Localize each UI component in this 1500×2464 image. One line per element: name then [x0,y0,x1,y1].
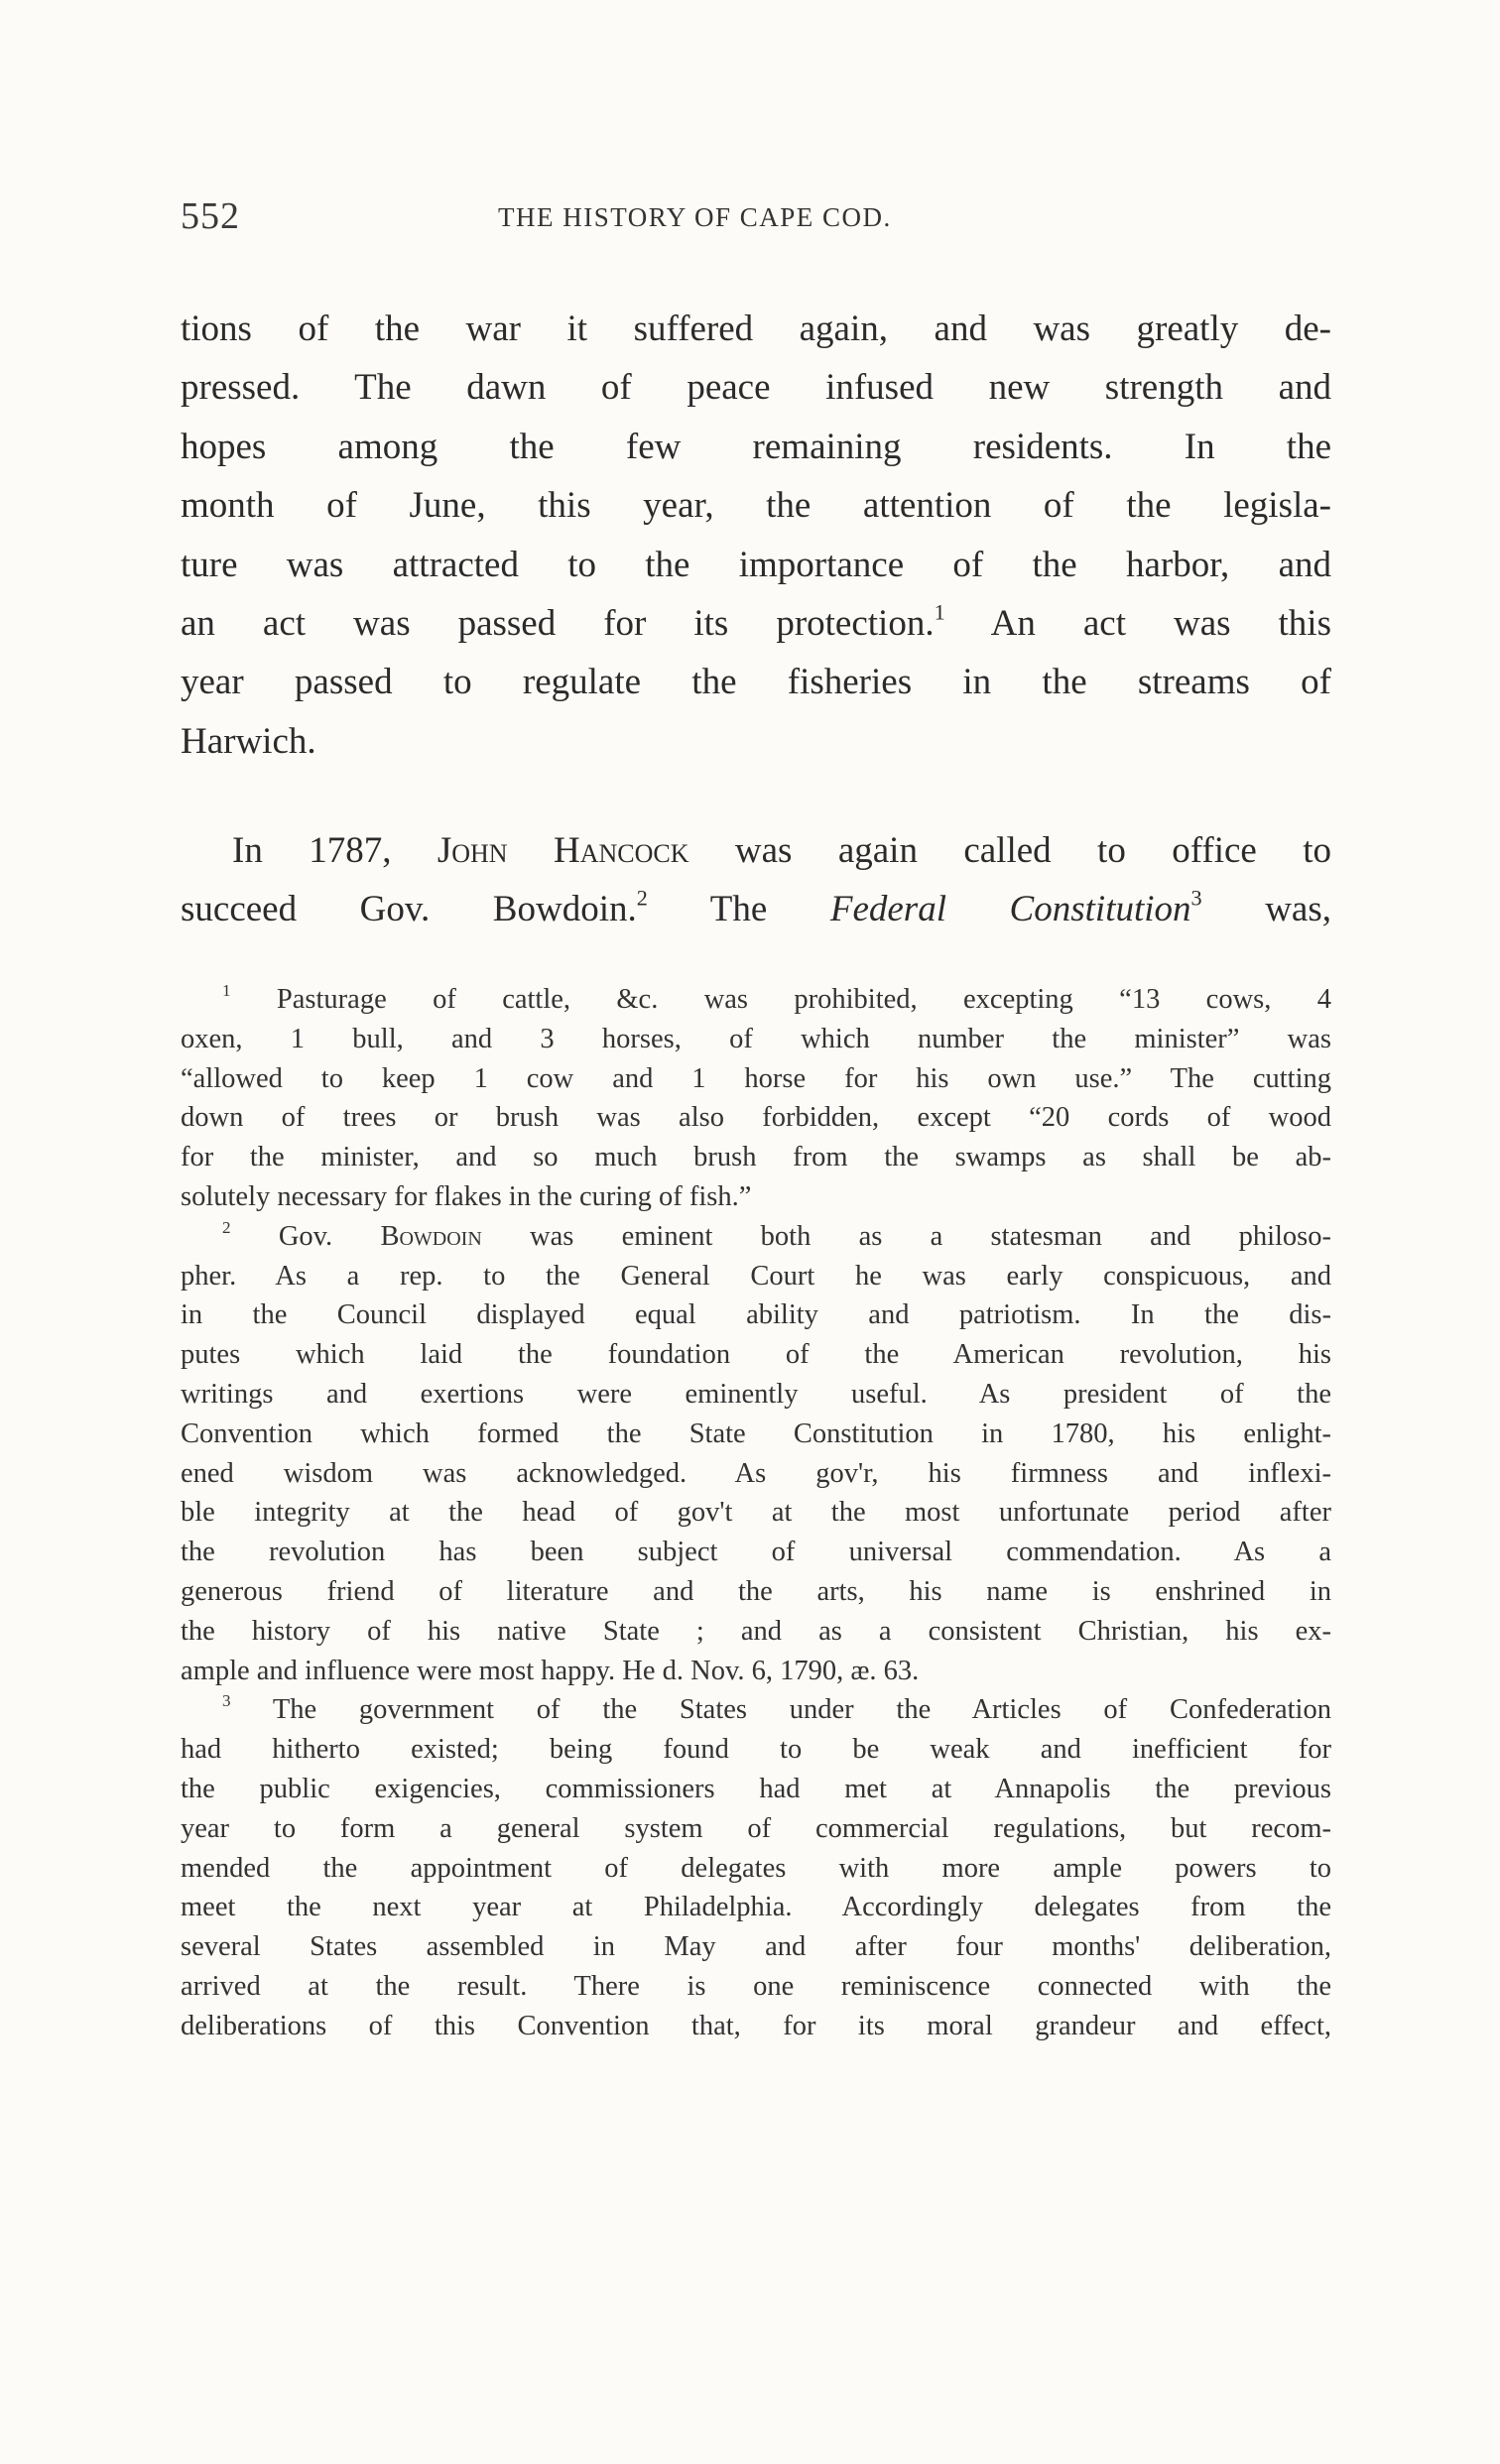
body-line: month of June, this year, the attention of the legisla- [181,485,1331,527]
footnote-2-line: putes which laid the foundation of the American revolution, his [181,1339,1331,1371]
footnote-3-line: the public exigencies, commissioners had met at Annapolis the previous [181,1773,1331,1804]
footnote-1-line: for the minister, and so much brush from the swamps as shall be ab- [181,1142,1331,1173]
footnote-2-line: pher. As a rep. to the General Court he was early conspicuous, and [181,1260,1331,1292]
footnote-3-line: had hitherto existed; being found to be weak and inefficient for [181,1734,1331,1766]
footnote-3-line [181,1690,1331,1730]
body-line-text: was, [1201,889,1331,930]
body-line: year passed to regulate the fisheries in the streams of [181,662,1331,703]
footnote-3-line: arrived at the result. There is one reminiscence connected with the [181,1970,1331,2002]
footnote-mark: 3 [222,1691,231,1711]
footnote-ref-2: 2 [636,885,648,911]
body-line-text: an act was passed for its protection. [181,602,935,644]
body-line: hopes among the few remaining residents. In the [181,426,1331,467]
body-line-text: The [647,889,830,930]
body-line-text: succeed Gov. Bowdoin. [181,889,637,930]
body-line-text: In 1787, [232,830,438,871]
footnote-1-line: solutely necessary for flakes in the curing of fish.” [181,1180,752,1212]
footnote-text: Gov. [278,1220,381,1252]
footnote-3-line: year to form a general system of commercial regulations, but recom- [181,1812,1331,1844]
footnote-mark: 2 [222,1217,231,1237]
body-line-text: An act was this [944,602,1331,644]
body-line: tions of the war it suffered again, and was greatly de- [181,308,1331,349]
footnote-1-line: oxen, 1 bull, and 3 horses, of which number the minister” was [181,1023,1331,1054]
footnote-2-line: generous friend of literature and the arts, his name is enshrined in [181,1575,1331,1607]
footnote-2-line: ened wisdom was acknowledged. As gov'r, his firmness and inflexi- [181,1457,1331,1489]
body-line: Harwich. [181,720,316,762]
footnote-2-line: ble integrity at the head of gov't at the most unfortunate period after [181,1497,1331,1529]
footnote-text: Pasturage of cattle, &c. was prohibited, excepting “13 cows, 4 [276,984,1331,1015]
body-line [181,880,1331,938]
footnote-text: The government of the States under the Articles of Confederation [272,1694,1331,1726]
footnote-3-line: meet the next year at Philadelphia. Accordingly delegates from the [181,1892,1331,1923]
paragraph-1 [181,300,1331,771]
person-name: John Hancock [437,830,689,871]
footnote-2-line: ample and influence were most happy. He d. Nov. 6, 1790, æ. 63. [181,1655,920,1686]
running-title: THE HISTORY OF CAPE COD. [498,202,892,232]
footnote-2-line: in the Council displayed equal ability and patriotism. In the dis- [181,1299,1331,1331]
paragraph-2 [181,821,1331,939]
body-line [181,821,1331,880]
footnote-2-line: writings and exertions were eminently useful. As president of the [181,1378,1331,1410]
footnote-3-line: several States assembled in May and after four months' deliberation, [181,1931,1331,1963]
footnote-3-line: mended the appointment of delegates with more ample powers to [181,1852,1331,1884]
footnote-mark: 1 [222,981,231,1001]
footnote-ref-3: 3 [1190,885,1202,911]
page-number: 552 [181,195,240,237]
footnote-ref-1: 1 [934,599,945,625]
footnote-2-line: the revolution has been subject of universal commendation. As a [181,1537,1331,1568]
body-line-with-footnote-ref [181,594,1331,653]
italic-term: Federal Constitution [829,889,1191,930]
footnote-3-line: deliberations of this Convention that, for its moral grandeur and effect, [181,2010,1331,2041]
page-header [181,194,1339,244]
footnote-1-line: “allowed to keep 1 cow and 1 horse for his own use.” The cutting [181,1062,1331,1094]
footnote-2-line: the history of his native State ; and as a consistent Christian, his ex- [181,1615,1331,1647]
footnotes [181,980,1331,2046]
body-line-text: was again called to office to [688,830,1331,871]
footnote-2-line: Convention which formed the State Constitution in 1780, his enlight- [181,1417,1331,1449]
person-name: Bowdoin [380,1220,482,1252]
body-line: pressed. The dawn of peace infused new strength and [181,367,1331,409]
footnote-1-line [181,980,1331,1020]
footnote-2-line [181,1217,1331,1257]
footnote-text: was eminent both as a statesman and philoso- [481,1220,1331,1252]
footnote-1-line: down of trees or brush was also forbidden, except “20 cords of wood [181,1102,1331,1134]
body-line: ture was attracted to the importance of the harbor, and [181,544,1331,585]
